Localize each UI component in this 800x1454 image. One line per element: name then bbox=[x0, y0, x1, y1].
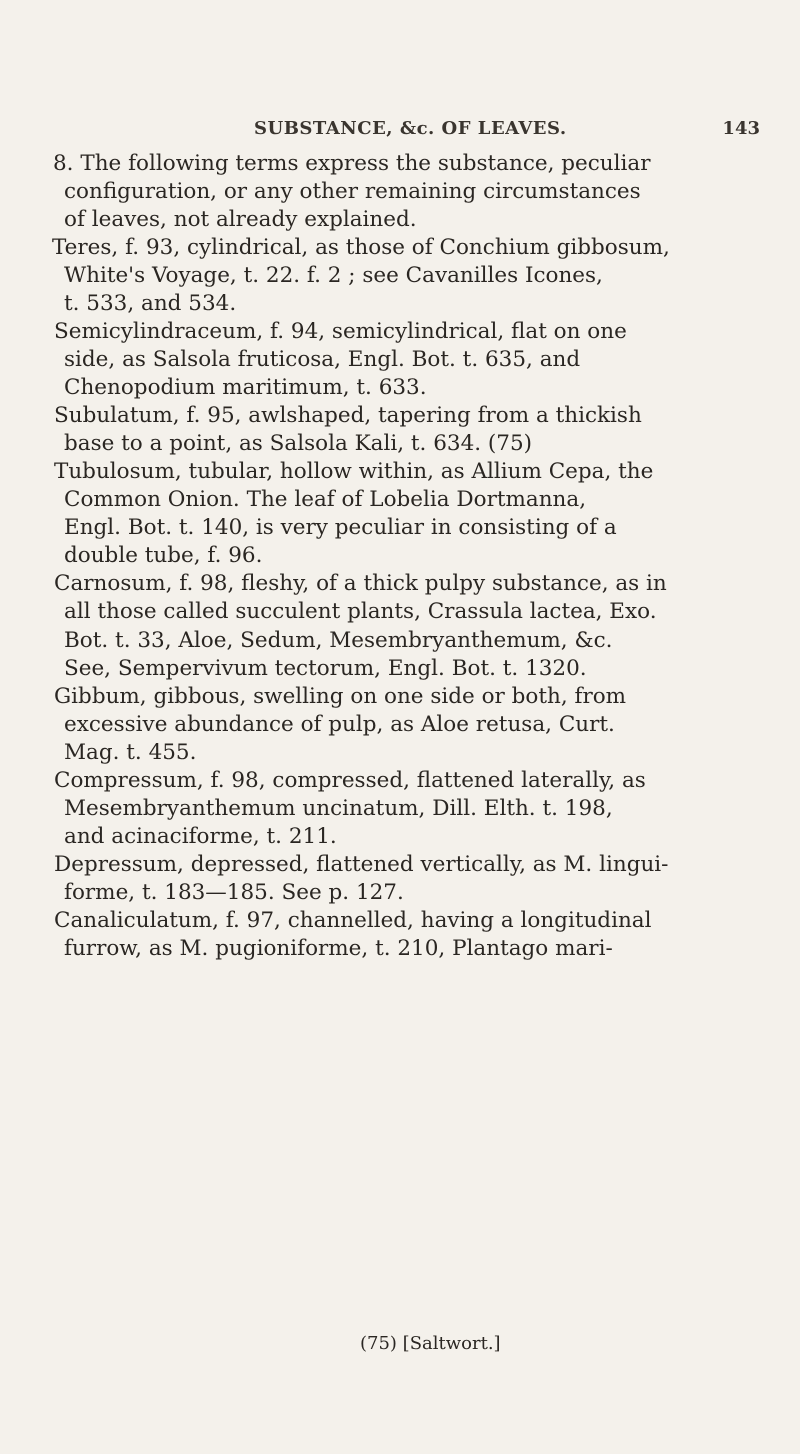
text-line: side, as Salsola fruticosa, Engl. Bot. t. 635, and bbox=[64, 347, 581, 373]
text-line: Gibbum, gibbous, swelling on one side or both, from bbox=[54, 683, 627, 709]
text-line: t. 533, and 534. bbox=[64, 291, 237, 317]
text-line: all those called succulent plants, Crassula lactea, Exo. bbox=[64, 599, 657, 625]
text-line: See, Sempervivum tectorum, Engl. Bot. t. 1320. bbox=[64, 655, 587, 681]
text-line: Teres, f. 93, cylindrical, as those of Conchium gibbosum, bbox=[52, 235, 670, 261]
text-line: Tubulosum, tubular, hollow within, as Allium Cepa, the bbox=[54, 459, 654, 485]
text-line: Semicylindraceum, f. 94, semicylindrical, flat on one bbox=[54, 319, 627, 345]
text-line: and acinaciforme, t. 211. bbox=[64, 823, 337, 849]
text-line: Engl. Bot. t. 140, is very peculiar in consisting of a bbox=[64, 515, 617, 541]
text-line: Common Onion. The leaf of Lobelia Dortmanna, bbox=[64, 487, 587, 513]
text-line: excessive abundance of pulp, as Aloe retusa, Curt. bbox=[64, 711, 615, 737]
text-line: configuration, or any other remaining circumstances bbox=[64, 179, 641, 205]
text-line: Subulatum, f. 95, awlshaped, tapering from a thickish bbox=[54, 403, 642, 429]
text-line: 8. The following terms express the substance, peculiar bbox=[53, 151, 651, 176]
text-line: Mag. t. 455. bbox=[64, 739, 197, 765]
text-line: base to a point, as Salsola Kali, t. 634. (75) bbox=[64, 431, 533, 457]
footnote: (75) [Saltwort.] bbox=[360, 1333, 501, 1354]
text-line: Mesembryanthemum uncinatum, Dill. Elth. t. 198, bbox=[64, 795, 613, 821]
running-head bbox=[180, 118, 768, 146]
text-line: furrow, as M. pugioniforme, t. 210, Plantago mari- bbox=[64, 935, 613, 961]
text-line: Chenopodium maritimum, t. 633. bbox=[64, 375, 427, 401]
text-line: Carnosum, f. 98, fleshy, of a thick pulpy substance, as in bbox=[54, 571, 667, 597]
text-line: of leaves, not already explained. bbox=[64, 207, 417, 233]
text-line: Depressum, depressed, flattened vertically, as M. lingui- bbox=[54, 851, 669, 877]
text-line: double tube, f. 96. bbox=[64, 543, 263, 569]
running-head-title: SUBSTANCE, &c. OF LEAVES. bbox=[254, 118, 567, 139]
text-line: White's Voyage, t. 22. f. 2 ; see Cavanilles Icones, bbox=[64, 263, 603, 289]
text-line: Bot. t. 33, Aloe, Sedum, Mesembryanthemum, &c. bbox=[64, 627, 613, 653]
text-line: forme, t. 183—185. See p. 127. bbox=[64, 879, 404, 905]
text-line: Canaliculatum, f. 97, channelled, having a longitudinal bbox=[54, 907, 652, 933]
text-line: Compressum, f. 98, compressed, flattened laterally, as bbox=[54, 767, 646, 793]
page-number: 143 bbox=[722, 118, 760, 139]
